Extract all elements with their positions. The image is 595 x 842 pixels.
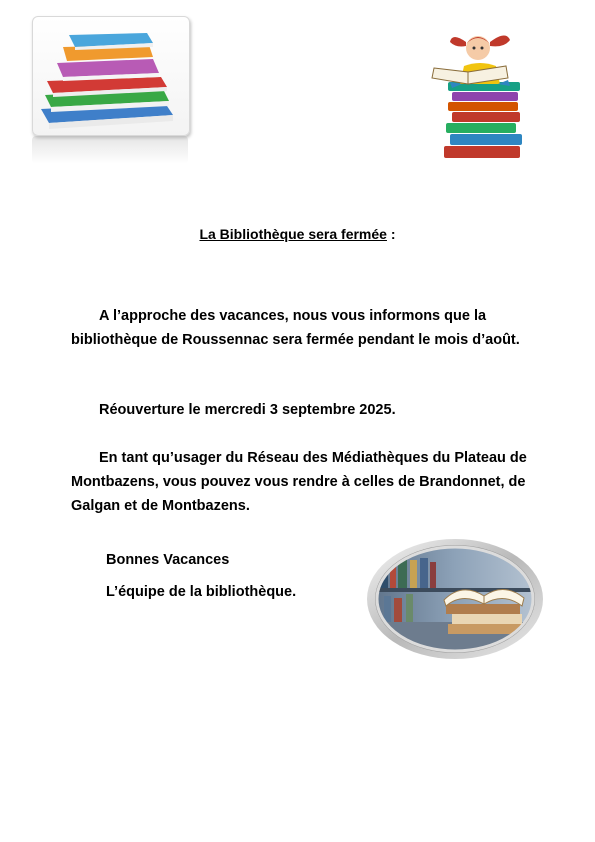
books-image-reflection xyxy=(32,136,188,164)
paragraph-closure-info: A l’approche des vacances, nous vous informons que la bibliothèque de Roussennac sera fermée pendant le mois d’août. xyxy=(71,308,520,348)
girl-reading-image xyxy=(428,28,532,164)
closing-signature: L’équipe de la bibliothèque. xyxy=(106,584,297,600)
closing-greeting: Bonnes Vacances xyxy=(106,552,230,568)
title-suffix: : xyxy=(386,226,396,242)
paragraph-network-alternatives: En tant qu’usager du Réseau des Médiathèques du Plateau de Montbazens, vous pouvez vous rendre à celles de Brandonnet, de Galgan et de Montbazens. xyxy=(71,450,527,514)
notice-title xyxy=(0,226,595,242)
title-underlined-text: La Bibliothèque sera fermée xyxy=(199,226,387,242)
open-book-icon xyxy=(366,538,544,660)
books-stack-image xyxy=(32,16,190,136)
library-book-oval-image xyxy=(366,538,544,660)
girl-reading-icon xyxy=(428,28,532,164)
paragraph-reopening-date: Réouverture le mercredi 3 septembre 2025. xyxy=(99,402,396,418)
books-stack-icon xyxy=(33,17,189,135)
